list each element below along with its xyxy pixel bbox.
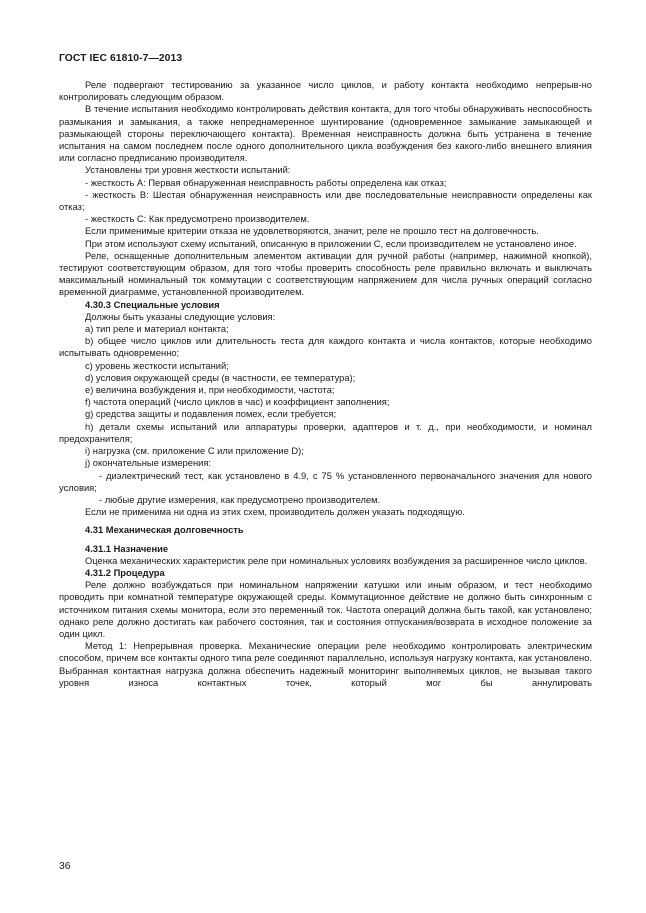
list-item: h) детали схемы испытаний или аппаратуры проверки, адаптеров и т. д., при необходимости, и номинал предохранителя; [59, 421, 592, 444]
paragraph: Метод 1: Непрерывная проверка. Механические операции реле необходимо контролировать электрическим способом, причем все контакты одного типа реле соединяют параллельно, используя нагрузку контакта, как установлено. Выбранная контактная нагрузка должна обеспечить надежный мониторинг выполняемых циклов, не вызывая такого уровня износа контактных точек, который мог бы аннулировать [59, 641, 592, 688]
paragraph: Оценка механических характеристик реле при номинальных условиях возбуждения за расширенное число циклов. [85, 555, 588, 566]
paragraph: Реле подвергают тестированию за указанное число циклов, и работу контакта необходимо непрерыв-но контролировать следующим образом. [59, 80, 592, 103]
document-header: ГОСТ IEC 61810-7—2013 [59, 53, 183, 64]
section-heading: 4.31 Механическая долговечность [85, 525, 244, 536]
paragraph: Должны быть указаны следующие условия: [85, 311, 276, 322]
paragraph: Реле должно возбуждаться при номинальном напряжении катушки или иным образом, и тест необходимо проводить при комнатной температуре окружающей среды. Коммутационное действие не должно быть синхронным с источником питания схемы монитора, если это переменный ток. Частота операций должна быть такой, как установлено; однако реле должно достигать как рабочего состояния, так и состояния отпускания/возврата в исходное положение за один цикл. [59, 580, 592, 639]
list-item: - жесткость А: Первая обнаруженная неисправность работы определена как отказ; [85, 177, 447, 188]
paragraph: В течение испытания необходимо контролировать действия контакта, для того чтобы обнаруживать неспособность размыкания и замыкания, а также непреднамеренное шунтирование (одновременное замыкание замыкающей и размыкающей стороны переключающего контакта). Временная неисправность должна быть устранена в течение испытания на самом последнем после одного дополнительного цикла возбуждения без какого-либо внешнего влияния или согласно предписанию производителя. [59, 104, 592, 164]
list-item: - жесткость В: Шестая обнаруженная неисправность или две последовательные неисправности определены как отказ; [59, 189, 592, 213]
section-heading: 4.31.2 Процедура [85, 567, 165, 578]
list-item: i) нагрузка (см. приложение С или приложение D); [85, 446, 304, 457]
paragraph: Реле, оснащенные дополнительным элементом активации для ручной работы (например, нажимной кнопкой), тестируют соответствующим образом, для того чтобы проверить способность реле правильно включать и выключать максимальный номинальный ток коммутации с соответствующим напряжением для числа ручных операций согласно временной диаграмме, установленной производителем. [59, 250, 592, 298]
section-heading: 4.31.1 Назначение [85, 543, 169, 554]
list-item: с) уровень жесткости испытаний; [85, 360, 229, 371]
list-item: а) тип реле и материал контакта; [85, 324, 229, 335]
paragraph: Если применимые критерии отказа не удовлетворяются, значит, реле не прошло тест на долговечность. [85, 226, 539, 237]
list-item: f) частота операций (число циклов в час) и коэффициент заполнения; [85, 397, 390, 408]
document-body [59, 79, 592, 689]
list-item: - жесткость С: Как предусмотрено производителем. [85, 214, 310, 225]
page-number: 36 [59, 861, 71, 872]
paragraph: Установлены три уровня жесткости испытаний: [85, 165, 291, 176]
list-item: j) окончательные измерения: [85, 458, 211, 469]
list-item: d) условия окружающей среды (в частности, ее температура); [85, 372, 356, 383]
list-item: е) величина возбуждения и, при необходимости, частота; [85, 385, 335, 396]
paragraph: При этом используют схему испытаний, описанную в приложении С, если производителем не установлено иное. [85, 238, 577, 249]
list-item: g) средства защиты и подавления помех, если требуется; [85, 409, 337, 420]
paragraph: Если не применима ни одна из этих схем, производитель должен указать подходящую. [85, 507, 465, 518]
section-heading: 4.30.3 Специальные условия [85, 299, 220, 310]
list-item: b) общее число циклов или длительность теста для каждого контакта и числа контактов, которые необходимо испытывать одновременно; [59, 336, 592, 359]
list-item: - диэлектрический тест, как установлено в 4.9, с 75 % установленного первоначального значения для нового условия; [59, 470, 592, 493]
list-item: - любые другие измерения, как предусмотрено производителем. [99, 494, 381, 505]
